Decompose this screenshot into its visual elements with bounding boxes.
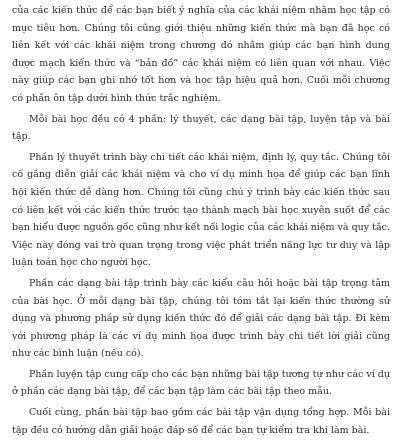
paragraph-continued: của các kiến thức để các bạn biết ý nghĩa của các khái niệm nhằm học tập có mục tiêu hơn. Chúng tôi cũng giới thiệu những kiến thức mà bạn đã học có liên kết với các khái niệm trong chương đó nhằm giúp các bạn hình dung được mạch kiến thức và “bản đồ” các khái niệm có liên quan với nhau. Việc này giúp các bạn ghi nhớ tốt hơn và học tập hiệu quả hơn. Cuối mỗi chương có phần ôn tập dưới hình thức trắc nghiệm. <box>12 5 390 104</box>
paragraph-theory: Phần lý thuyết trình bày chi tiết các khái niệm, định lý, quy tắc. Chúng tôi cố gắng diễn giải các khái niệm và cho ví dụ minh họa để giúp các bạn lĩnh hội kiến thức dễ dàng hơn. Chúng tôi cũng chú ý trình bày các kiến thức sau có liên kết với các kiến thức trước tạo thành mạch bài học xuyên suốt để các bạn hiểu được nguồn gốc cũng như kết nối logic của các khái niệm và quy tắc. Việc này đóng vai trò quan trọng trong việc phát triển năng lực tư duy và lập luận toán học cho người học. <box>12 151 390 269</box>
paragraph-practice: Phần luyện tập cung cấp cho các bạn những bài tập tương tự như các ví dụ ở phần các dạng bài tập, để các bạn tập làm các bài tập theo mẫu. <box>12 368 390 398</box>
document-page <box>12 2 390 442</box>
paragraph-exercises: Cuối cùng, phần bài tập bao gồm các bài tập vận dụng tổng hợp. Mỗi bài tập đều có hướng dẫn giải hoặc đáp số để các bạn tự kiểm tra khi làm bài. <box>12 407 390 436</box>
paragraph-exercise-types: Phần các dạng bài tập trình bày các kiểu câu hỏi hoặc bài tập trọng tâm của bài học. Ở mỗi dạng bài tập, chúng tôi tóm tắt lại kiến thức thường sử dụng và phương pháp sử dụng kiến thức đó để giải các dạng bài tập. Đi kèm với phương pháp là các ví dụ minh họa được trình bày chi tiết lời giải cũng như các bình luận (nếu có). <box>12 277 390 360</box>
paragraph-lesson-structure: Mỗi bài học đều có 4 phần: lý thuyết, các dạng bài tập, luyện tập và bài tập. <box>12 113 390 143</box>
